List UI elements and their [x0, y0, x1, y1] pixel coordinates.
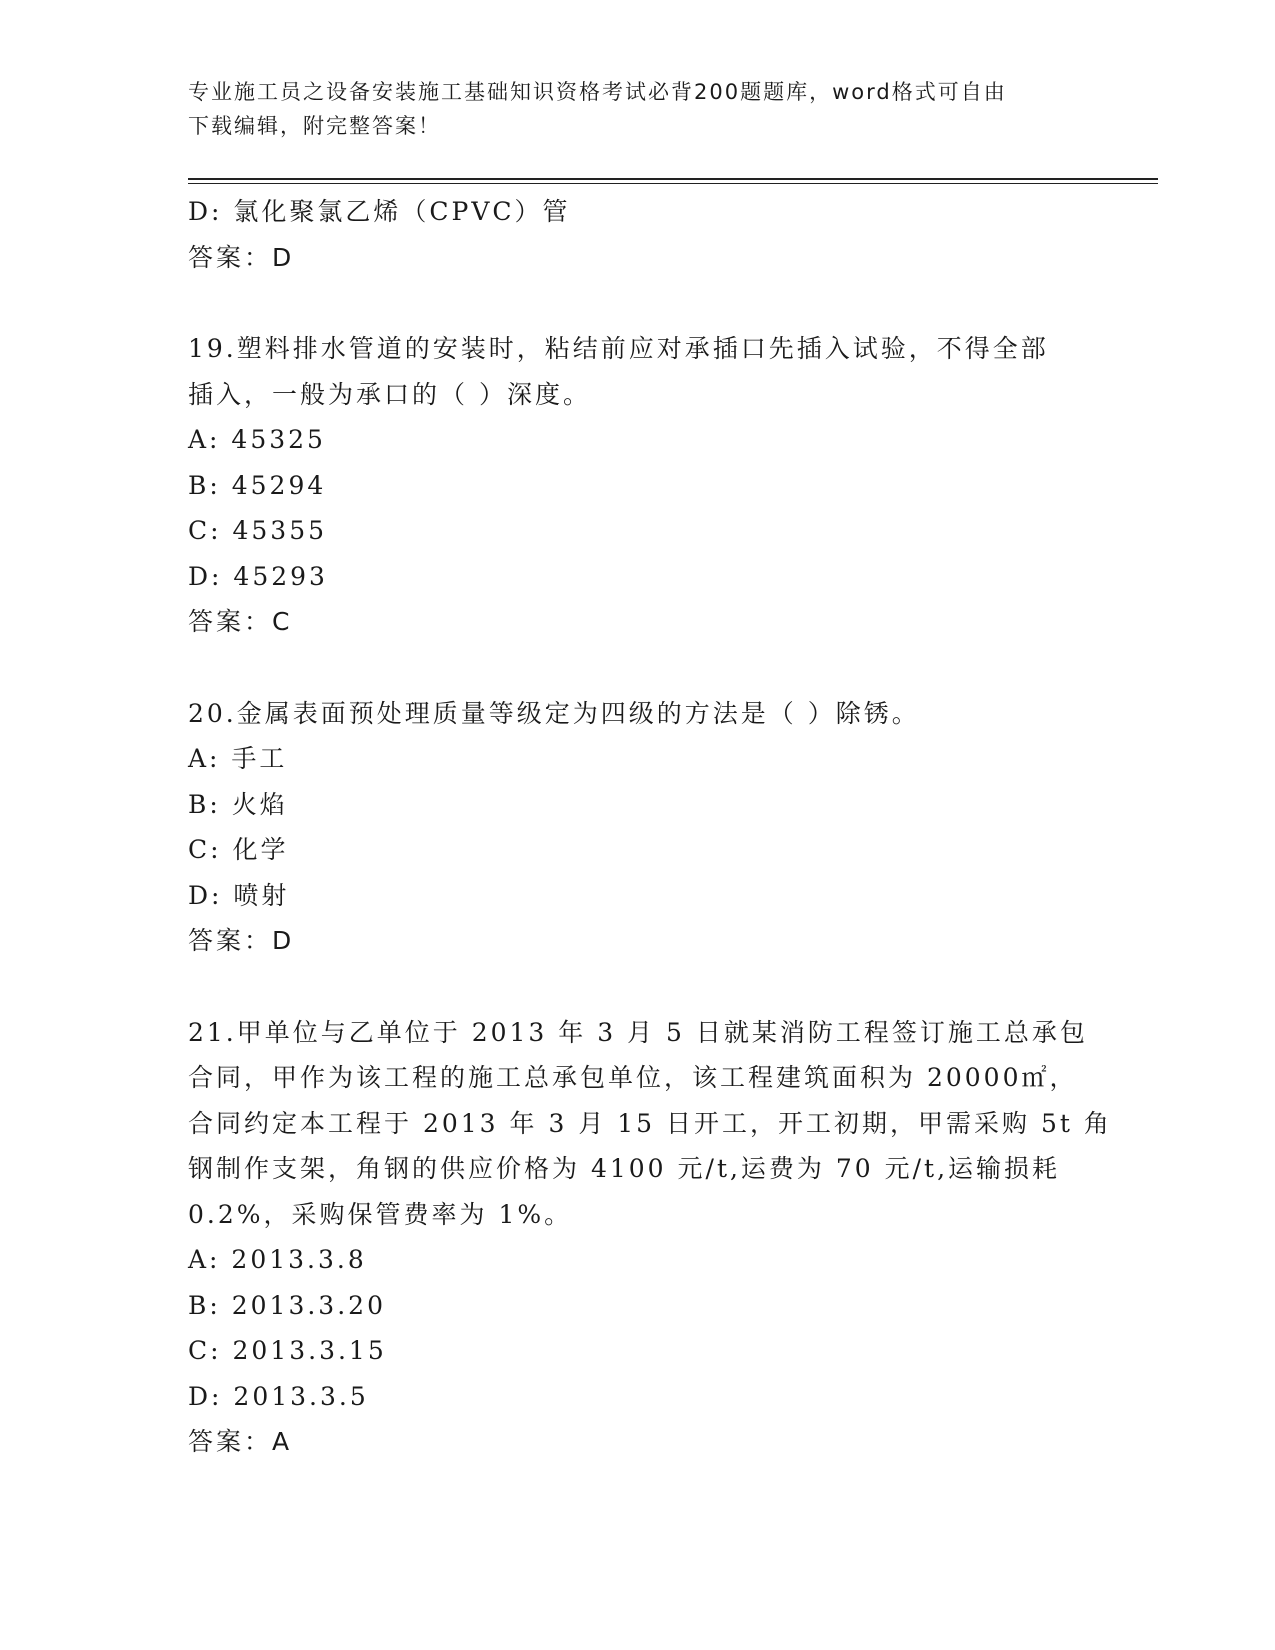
- answer: 答案：A: [188, 1427, 293, 1456]
- question-stem-line: 20.金属表面预处理质量等级定为四级的方法是（ ）除锈。: [188, 698, 920, 728]
- answer: 答案：D: [188, 926, 295, 955]
- carryover-answer: 答案：D: [188, 242, 295, 272]
- option-c: C: 化学: [188, 835, 289, 864]
- question-stem-line: 合同，甲作为该工程的施工总承包单位，该工程建筑面积为 20000㎡，: [188, 1063, 1078, 1092]
- document-content: [188, 189, 1112, 1511]
- header-rule-thin: [188, 183, 1158, 184]
- option-a: A: 2013.3.8: [188, 1245, 367, 1274]
- option-b: B: 火焰: [188, 789, 288, 819]
- question-stem-line: 钢制作支架，角钢的供应价格为 4100 元/t,运费为 70 元/t,运输损耗: [188, 1154, 1061, 1183]
- question-stem-line: 插入，一般为承口的（ ）深度。: [188, 379, 591, 409]
- option-d: D: 2013.3.5: [188, 1381, 369, 1411]
- question-stem-line: 19.塑料排水管道的安装时，粘结前应对承插口先插入试验，不得全部: [188, 334, 1049, 363]
- option-a: A: 45325: [188, 425, 326, 454]
- option-a: A: 手工: [188, 744, 288, 773]
- header-line-1: 专业施工员之设备安装施工基础知识资格考试必背200题题库，word格式可自由: [188, 80, 1007, 104]
- option-d: D: 喷射: [188, 880, 290, 910]
- question-stem-line: 21.甲单位与乙单位于 2013 年 3 月 5 日就某消防工程签订施工总承包: [188, 1017, 1088, 1047]
- question-stem-line: 合同约定本工程于 2013 年 3 月 15 日开工，开工初期，甲需采购 5t 角: [188, 1108, 1112, 1138]
- document-header: [188, 75, 1088, 143]
- header-line-2: 下载编辑，附完整答案！: [188, 114, 441, 138]
- option-c: C: 2013.3.15: [188, 1336, 387, 1365]
- option-c: C: 45355: [188, 516, 328, 545]
- header-rule-thick: [188, 178, 1158, 180]
- question-19: [188, 326, 1068, 645]
- question-21: [188, 1010, 1112, 1465]
- answer: 答案：C: [188, 607, 293, 636]
- question-20: [188, 691, 1068, 964]
- option-b: B: 45294: [188, 470, 327, 500]
- option-d: D: 45293: [188, 561, 328, 591]
- question-stem-line: 0.2%，采购保管费率为 1%。: [188, 1199, 573, 1229]
- option-b: B: 2013.3.20: [188, 1290, 386, 1320]
- carryover-option-d: D: 氯化聚氯乙烯（CPVC）管: [188, 197, 571, 226]
